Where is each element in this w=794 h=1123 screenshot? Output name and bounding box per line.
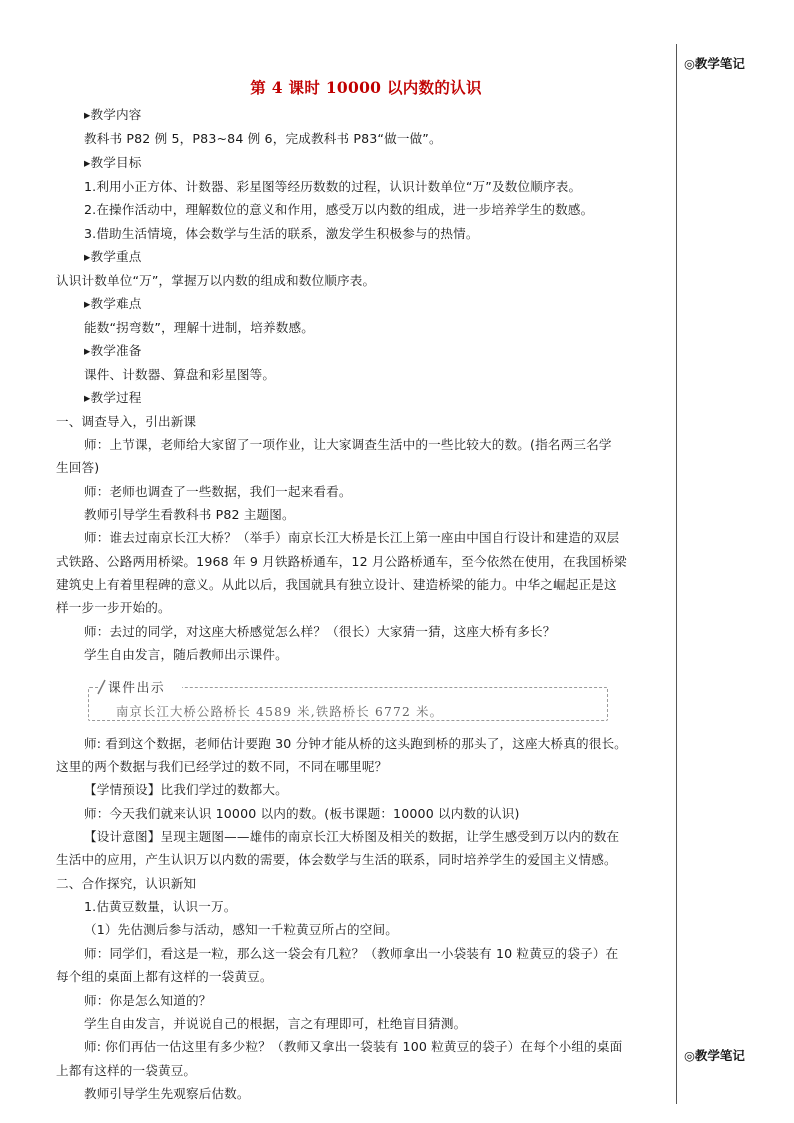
paragraph-line: 这里的两个数据与我们已经学过的数不同，不同在哪里呢？ [56, 759, 388, 774]
paragraph-line: 学生自由发言，并说说自己的根据，言之有理即可，杜绝盲目猜测。 [84, 1016, 467, 1031]
paragraph-line: 生活中的应用，产生认识万以内数的需要，体会数学与生活的联系，同时培养学生的爱国主义情感。 [56, 852, 617, 867]
subsection-heading: 一、调查导入，引出新课 [56, 414, 197, 429]
paragraph-line: 课件、计数器、算盘和彩星图等。 [84, 367, 276, 382]
paragraph-line: 教师引导学生先观察后估数。 [84, 1086, 250, 1101]
paragraph-line: 认识计数单位“万”，掌握万以内数的组成和数位顺序表。 [56, 273, 376, 288]
paragraph-line: 师：同学们，看这是一粒，那么这一袋会有几粒？（教师拿出一小袋装有 10 粒黄豆的袋子）在 [84, 946, 619, 961]
paragraph-line: 学生自由发言，随后教师出示课件。 [84, 647, 288, 662]
paragraph-line: 师：谁去过南京长江大桥？（举手）南京长江大桥是长江上第一座由中国自行设计和建造的双层 [84, 530, 620, 545]
paragraph-line: （1）先估测后参与活动，感知一千粒黄豆所占的空间。 [84, 922, 399, 937]
teaching-notes-label-top: ◎教学笔记 [684, 56, 745, 71]
paragraph-line: 能数“拐弯数”，理解十进制，培养数感。 [84, 320, 314, 335]
section-heading-goals: ▸教学目标 [84, 155, 142, 170]
paragraph-line: 【学情预设】比我们学过的数都大。 [84, 782, 288, 797]
paragraph-line: 师：上节课，老师给大家留了一项作业，让大家调查生活中的一些比较大的数。(指名两三名学 [84, 437, 612, 452]
paragraph-line: 1.利用小正方体、计数器、彩星图等经历数数的过程，认识计数单位“万”及数位顺序表。 [84, 179, 582, 194]
subsection-heading: 二、合作探究，认识新知 [56, 876, 197, 891]
paragraph-line: 生回答) [56, 460, 100, 475]
paragraph-line: 1.估黄豆数量，认识一万。 [84, 899, 237, 914]
paragraph-line: 教师引导学生看教科书 P82 主题图。 [84, 507, 295, 522]
section-heading-key-points: ▸教学重点 [84, 249, 142, 264]
paragraph-line: 2.在操作活动中，理解数位的意义和作用，感受万以内数的组成，进一步培养学生的数感。 [84, 202, 594, 217]
paragraph-line: 上都有这样的一袋黄豆。 [56, 1063, 197, 1078]
paragraph-line: 【设计意图】呈现主题图——雄伟的南京长江大桥图及相关的数据，让学生感受到万以内的数在 [84, 829, 620, 844]
courseware-tag-slash-icon [96, 678, 106, 696]
section-heading-difficulties: ▸教学难点 [84, 296, 142, 311]
paragraph-line: 式铁路、公路两用桥梁。1968 年 9 月铁路桥通车，12 月公路桥通车，至今依然在使用，在我国桥梁 [56, 554, 627, 569]
section-heading-preparation: ▸教学准备 [84, 343, 142, 358]
paragraph-line: 师：老师也调查了一些数据，我们一起来看看。 [84, 484, 352, 499]
paragraph-line: 3.借助生活情境，体会数学与生活的联系，激发学生积极参与的热情。 [84, 226, 479, 241]
paragraph-line: 师：去过的同学，对这座大桥感觉怎么样？（很长）大家猜一猜，这座大桥有多长？ [84, 624, 556, 639]
paragraph-line: 教科书 P82 例 5，P83~84 例 6，完成教科书 P83“做一做”。 [84, 131, 442, 146]
section-heading-process: ▸教学过程 [84, 390, 142, 405]
paragraph-line: 建筑史上有着里程碑的意义。从此以后，我国就具有独立设计、建造桥梁的能力。中华之崛起正是这 [56, 577, 617, 592]
courseware-tag: 课件出示 [108, 681, 166, 696]
paragraph-line: 师: 你们再估一估这里有多少粒？（教师又拿出一袋装有 100 粒黄豆的袋子）在每个小组的桌面 [84, 1039, 623, 1054]
paragraph-line: 师：你是怎么知道的？ [84, 993, 212, 1008]
lesson-title: 第 4 课时 10000 以内数的认识 [250, 78, 482, 97]
paragraph-line: 师：今天我们就来认识 10000 以内的数。(板书课题：10000 以内数的认识) [84, 806, 520, 821]
paragraph-line: 样一步一步开始的。 [56, 600, 171, 615]
paragraph-line: 师: 看到这个数据，老师估计要跑 30 分钟才能从桥的这头跑到桥的那头了，这座大桥真的很长。 [84, 736, 627, 751]
courseware-content: 南京长江大桥公路桥长 4589 米,铁路桥长 6772 米。 [116, 705, 444, 719]
paragraph-line: 每个组的桌面上都有这样的一袋黄豆。 [56, 969, 273, 984]
teaching-notes-label-bottom: ◎教学笔记 [684, 1048, 745, 1063]
section-heading-content: ▸教学内容 [84, 107, 142, 122]
margin-divider [676, 44, 677, 1104]
